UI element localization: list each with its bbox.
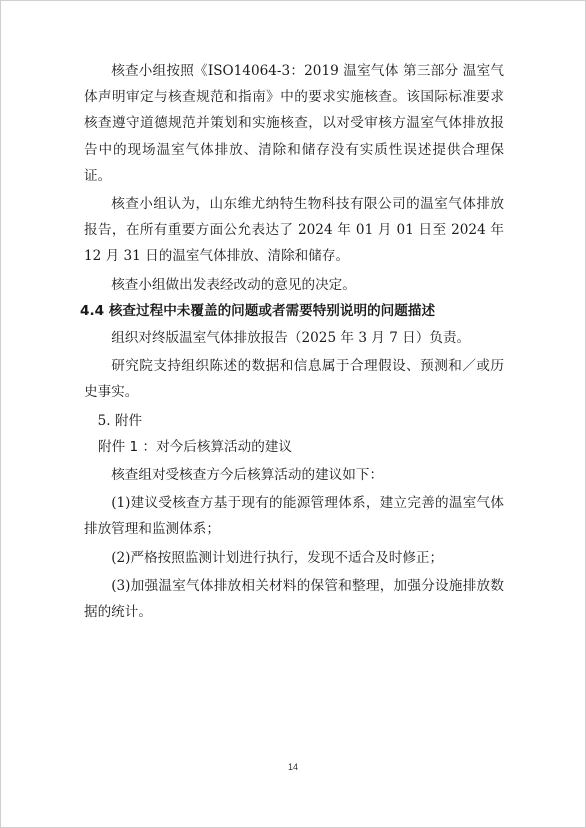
suggestion-item-3: (3)加强温室气体排放相关材料的保管和整理，加强分设施排放数据的统计。: [84, 577, 504, 621]
paragraph-institute-support: 研究院支持组织陈述的数据和信息属于合理假设、预测和／或历史事实。: [84, 358, 504, 401]
paragraph-suggestions-intro: 核查组对受核查方今后核算活动的建议如下：: [111, 467, 384, 484]
page-number: 14: [287, 762, 298, 772]
paragraph-responsibility: 组织对终版温室气体排放报告（2025 年 3 月 7 日）负责。: [111, 330, 471, 347]
paragraph-verification-standard: 核查小组按照《ISO14064-3：2019 温室气体 第三部分 温室气体声明审定与核查规范和指南》中的要求实施核查。该国际标准要求核查遵守道德规范并策划和实施核查，以对受审核方温室气体排放报告中的现场温室气体排放、清除和储存没有实质性误述提供合理保证。: [84, 63, 504, 184]
document-body: [80, 58, 504, 625]
suggestion-item-2: (2)严格按照监测计划进行执行，发现不适合及时修正；: [111, 549, 444, 566]
section-heading-4-4: 4.4 核查过程中未覆盖的问题或者需要特别说明的问题描述: [80, 302, 436, 319]
attachment-title: 附件 1 ：对今后核算活动的建议: [98, 438, 293, 455]
paragraph-verification-opinion: 核查小组认为，山东维尤纳特生物科技有限公司的温室气体排放报告，在所有重要方面公允表达了 2024 年 01 月 01 日至 2024 年 12 月 31 日的温室气体排放、清除和储存。: [84, 196, 504, 265]
paragraph-decision: 核查小组做出发表经改动的意见的决定。: [111, 276, 356, 293]
suggestion-item-1: (1)建议受核查方基于现有的能源管理体系，建立完善的温室气体排放管理和监测体系；: [84, 495, 504, 538]
section-heading-5: 5. 附件: [97, 412, 143, 429]
